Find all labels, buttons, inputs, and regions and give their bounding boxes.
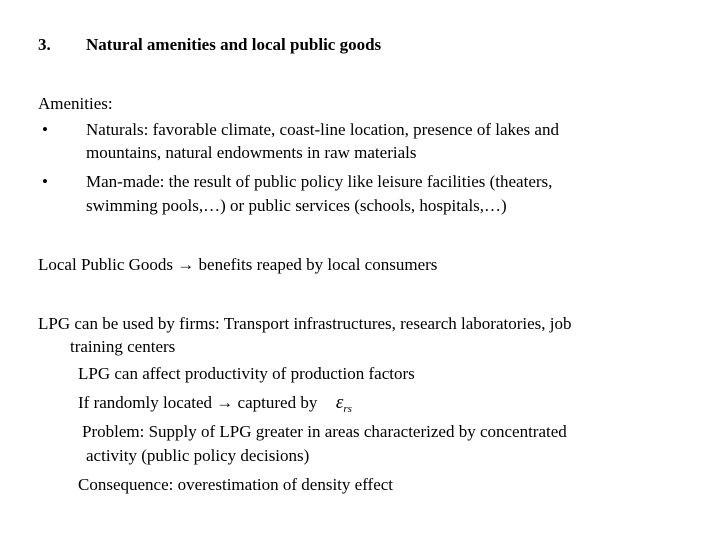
problem-line-1: Problem: Supply of LPG greater in areas characterized by concentrated (82, 422, 567, 441)
lpg-random-location-text: If randomly located → captured by (78, 393, 318, 412)
epsilon-subscript: rs (343, 403, 352, 415)
section-number: 3. (38, 35, 51, 54)
lpg-definition: Local Public Goods → benefits reaped by local consumers (38, 255, 438, 274)
bullet-marker: • (42, 172, 48, 191)
lpg-productivity: LPG can affect productivity of production factors (78, 364, 415, 383)
bullet-naturals-line-1: Naturals: favorable climate, coast-line location, presence of lakes and (86, 120, 559, 139)
amenities-label: Amenities: (38, 94, 113, 113)
lpg-firms-line-2: training centers (70, 337, 176, 356)
lpg-random-location (78, 391, 352, 417)
section-title: Natural amenities and local public goods (86, 35, 382, 54)
bullet-naturals-line-2: mountains, natural endowments in raw materials (86, 143, 417, 162)
bullet-manmade-line-1: Man-made: the result of public policy like leisure facilities (theaters, (86, 172, 553, 191)
epsilon-symbol: ε (335, 392, 344, 413)
bullet-manmade-line-2: swimming pools,…) or public services (schools, hospitals,…) (86, 196, 507, 215)
bullet-marker: • (42, 120, 48, 139)
consequence: Consequence: overestimation of density effect (78, 475, 394, 494)
problem-line-2: activity (public policy decisions) (86, 446, 310, 465)
lpg-firms-line-1: LPG can be used by firms: Transport infrastructures, research laboratories, job (38, 314, 572, 333)
